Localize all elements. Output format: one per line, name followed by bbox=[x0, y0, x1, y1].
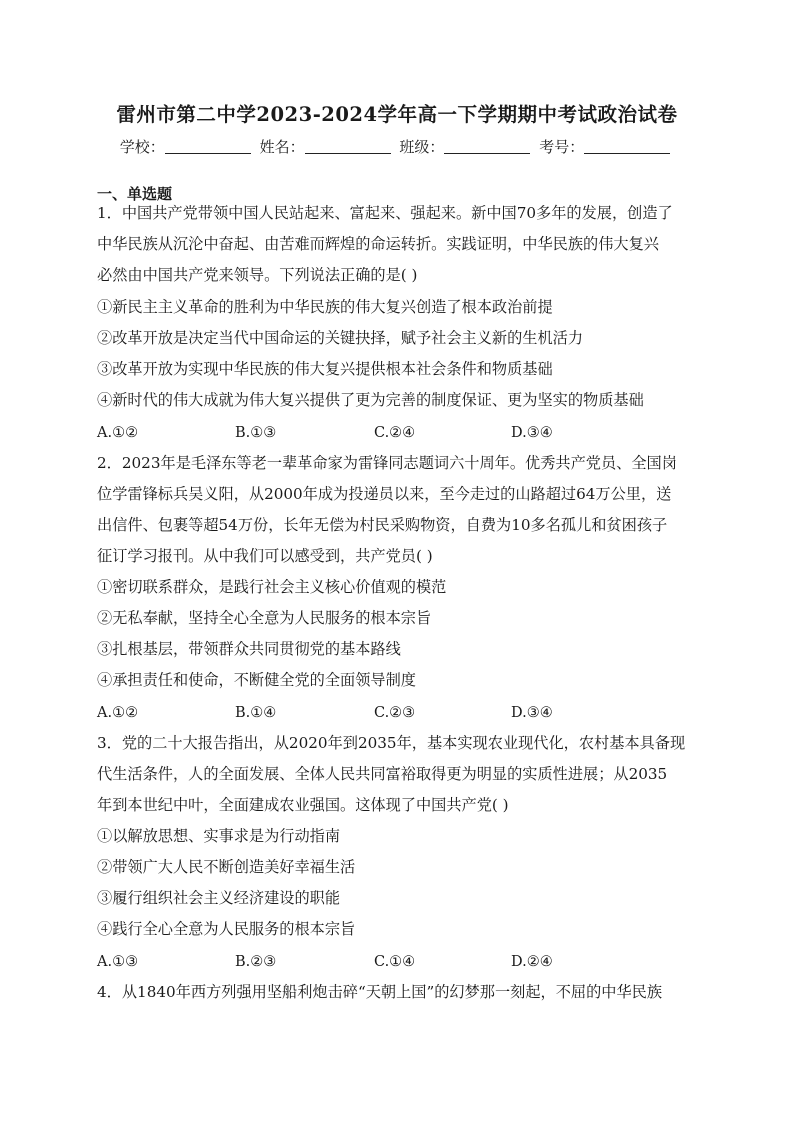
question-stem bbox=[97, 728, 700, 821]
statement-option: ④新时代的伟大成就为伟大复兴提供了更为完善的制度保证、更为坚实的物质基础 bbox=[97, 391, 644, 409]
answer-choice[interactable]: B.②③ bbox=[235, 954, 277, 970]
answer-choice[interactable]: C.①④ bbox=[374, 954, 416, 970]
question-text-line: 2．2023年是毛泽东等老一辈革命家为雷锋同志题词六十周年。优秀共产党员、全国岗 bbox=[97, 454, 677, 472]
question-stem bbox=[97, 977, 700, 1008]
answer-choice[interactable]: A.①② bbox=[97, 705, 139, 721]
student-info-line bbox=[0, 136, 794, 157]
question-stem bbox=[97, 448, 700, 572]
question-text-line: 位学雷锋标兵吴义阳，从2000年成为投递员以来，至今走过的山路超过64万公里，送 bbox=[97, 485, 672, 503]
statement-option: ②带领广大人民不断创造美好幸福生活 bbox=[97, 858, 356, 876]
question-stem bbox=[97, 198, 700, 291]
answer-choice[interactable]: B.①④ bbox=[235, 705, 277, 721]
statement-option: ①以解放思想、实事求是为行动指南 bbox=[97, 827, 340, 845]
question-text-line: 3．党的二十大报告指出，从2020年到2035年，基本实现农业现代化，农村基本具备现 bbox=[97, 734, 686, 752]
answer-choice[interactable]: D.③④ bbox=[511, 705, 553, 721]
statement-option: ③扎根基层，带领群众共同贯彻党的基本路线 bbox=[97, 640, 401, 658]
question-text-line: 代生活条件，人的全面发展、全体人民共同富裕取得更为明显的实质性进展；从2035 bbox=[97, 765, 668, 783]
statement-option: ④承担责任和使命，不断健全党的全面领导制度 bbox=[97, 671, 416, 689]
class-blank[interactable] bbox=[444, 139, 530, 154]
statement-option: ①密切联系群众，是践行社会主义核心价值观的模范 bbox=[97, 578, 447, 596]
statement-option: ②改革开放是决定当代中国命运的关键抉择，赋予社会主义新的生机活力 bbox=[97, 329, 583, 347]
answer-choice[interactable]: A.①③ bbox=[97, 954, 139, 970]
section-heading: 一、单选题 bbox=[97, 185, 173, 203]
answer-choice[interactable]: B.①③ bbox=[235, 425, 277, 441]
answer-choice[interactable]: D.②④ bbox=[511, 954, 553, 970]
question-text-line: 4．从1840年西方列强用坚船利炮击碎“天朝上国”的幻梦那一刻起，不屈的中华民族 bbox=[97, 983, 663, 1001]
answer-choice[interactable]: A.①② bbox=[97, 425, 139, 441]
answer-choice[interactable]: C.②③ bbox=[374, 705, 416, 721]
question-text-line: 征订学习报刊。从中我们可以感受到，共产党员( ) bbox=[97, 547, 433, 565]
id-blank[interactable] bbox=[584, 139, 670, 154]
statement-option: ③改革开放为实现中华民族的伟大复兴提供根本社会条件和物质基础 bbox=[97, 360, 553, 378]
answer-choice[interactable]: D.③④ bbox=[511, 425, 553, 441]
exam-title: 雷州市第二中学2023-2024学年高一下学期期中考试政治试卷 bbox=[116, 103, 678, 126]
question-text-line: 出信件、包裹等超54万份，长年无偿为村民采购物资，自费为10多名孤儿和贫困孩子 bbox=[97, 516, 668, 534]
question-text-line: 必然由中国共产党来领导。下列说法正确的是( ) bbox=[97, 266, 418, 284]
name-label: 姓名： bbox=[259, 138, 305, 156]
statement-option: ②无私奉献，坚持全心全意为人民服务的根本宗旨 bbox=[97, 609, 432, 627]
school-label: 学校： bbox=[119, 138, 165, 156]
question-text-line: 年到本世纪中叶，全面建成农业强国。这体现了中国共产党( ) bbox=[97, 796, 509, 814]
statement-option: ④践行全心全意为人民服务的根本宗旨 bbox=[97, 920, 356, 938]
name-blank[interactable] bbox=[305, 139, 391, 154]
statement-option: ①新民主主义革命的胜利为中华民族的伟大复兴创造了根本政治前提 bbox=[97, 298, 553, 316]
statement-option: ③履行组织社会主义经济建设的职能 bbox=[97, 889, 340, 907]
question-text-line: 1．中国共产党带领中国人民站起来、富起来、强起来。新中国70多年的发展，创造了 bbox=[97, 204, 673, 222]
id-label: 考号： bbox=[539, 138, 585, 156]
school-blank[interactable] bbox=[165, 139, 251, 154]
answer-choice[interactable]: C.②④ bbox=[374, 425, 416, 441]
question-text-line: 中华民族从沉沦中奋起、由苦难而辉煌的命运转折。实践证明，中华民族的伟大复兴 bbox=[97, 235, 659, 253]
class-label: 班级： bbox=[399, 138, 445, 156]
